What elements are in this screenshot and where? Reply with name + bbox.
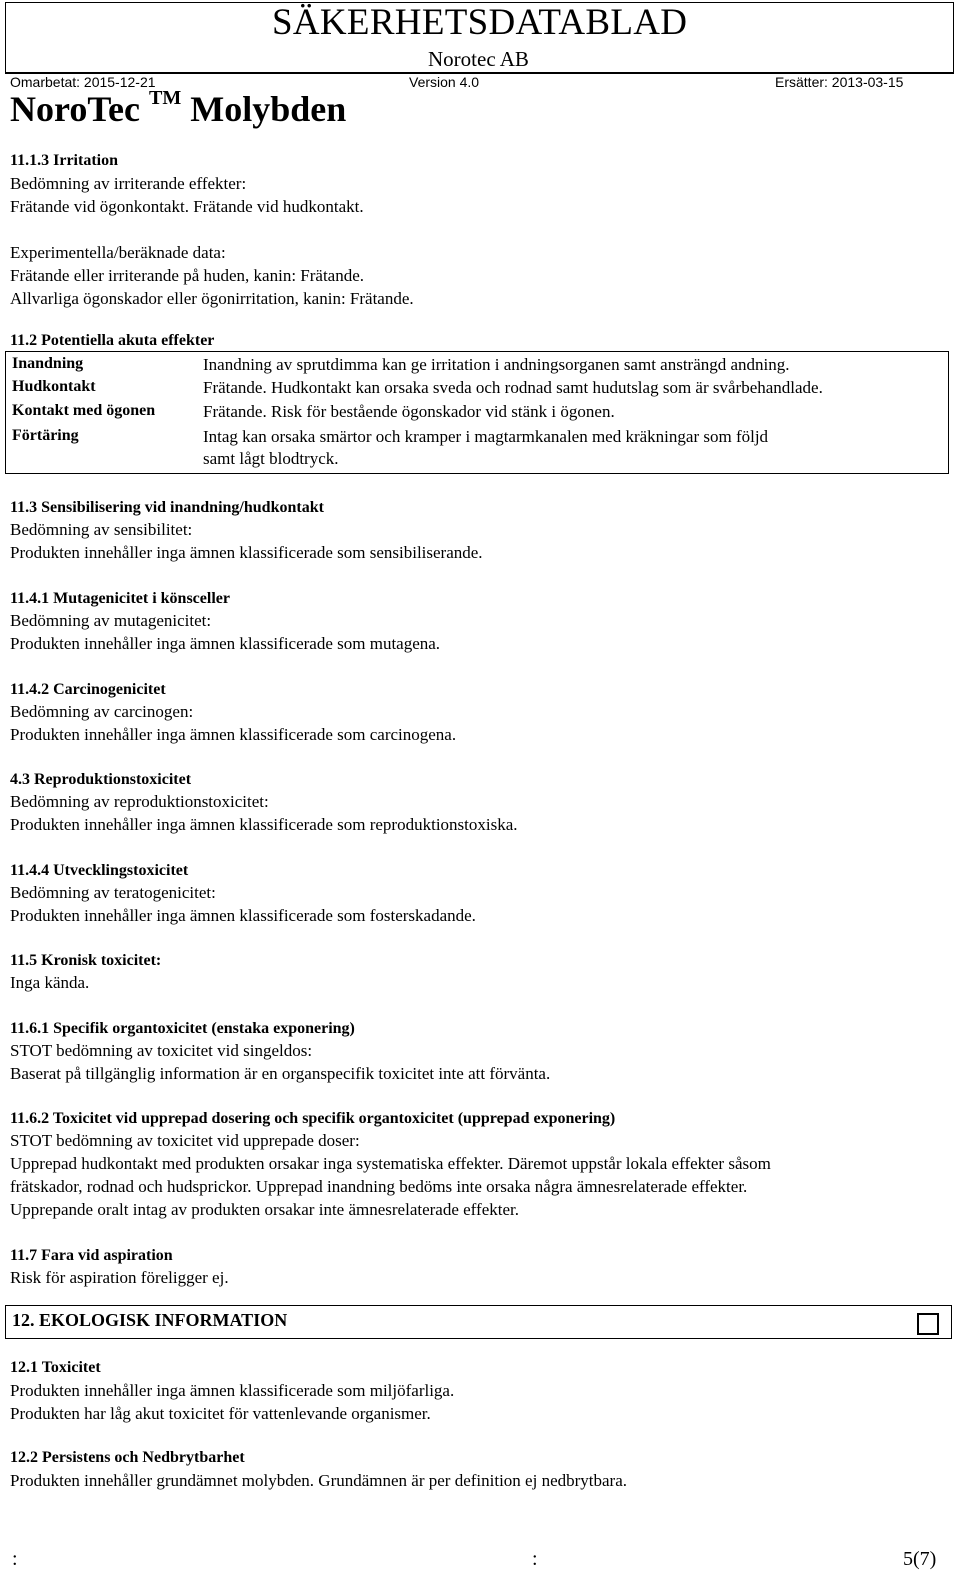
section-heading: 12.1 Toxicitet	[10, 1359, 101, 1376]
footer-center: :	[532, 1548, 538, 1570]
text-line: Bedömning av carcinogen:	[10, 702, 194, 721]
row-value: Frätande. Risk för bestående ögonskador vid stänk i ögonen.	[203, 402, 615, 421]
text-line: Bedömning av sensibilitet:	[10, 520, 193, 539]
text-line: Frätande vid ögonkontakt. Frätande vid hudkontakt.	[10, 197, 364, 216]
row-label: Inandning	[12, 355, 84, 372]
text-line: Bedömning av mutagenicitet:	[10, 611, 212, 630]
text-line: Produkten innehåller inga ämnen klassificerade som miljöfarliga.	[10, 1381, 455, 1400]
section-heading: 11.6.1 Specifik organtoxicitet (enstaka exponering)	[10, 1020, 355, 1037]
text-line: Bedömning av reproduktionstoxicitet:	[10, 792, 269, 811]
text-line: Baserat på tillgänglig information är en organspecifik toxicitet inte att förvänta.	[10, 1064, 551, 1083]
text-line: Allvarliga ögonskador eller ögonirritation, kanin: Frätande.	[10, 289, 414, 308]
section-heading: 11.5 Kronisk toxicitet:	[10, 952, 162, 969]
text-line: Risk för aspiration föreligger ej.	[10, 1268, 229, 1287]
version-label: Version 4.0	[409, 74, 480, 90]
section-heading: 12.2 Persistens och Nedbrytbarhet	[10, 1449, 245, 1466]
text-line: Produkten har låg akut toxicitet för vattenlevande organismer.	[10, 1404, 431, 1423]
text-line: Produkten innehåller inga ämnen klassificerade som mutagena.	[10, 634, 441, 653]
product-title	[10, 88, 346, 130]
text-line: frätskador, rodnad och hudsprickor. Upprepad inandning bedöms inte orsaka några ämnesrelaterade effekter.	[10, 1177, 748, 1196]
section-heading: 11.2 Potentiella akuta effekter	[10, 332, 215, 349]
product-suffix: Molybden	[190, 89, 347, 129]
text-line: Inga kända.	[10, 973, 90, 992]
text-line: Frätande eller irriterande på huden, kanin: Frätande.	[10, 266, 365, 285]
acute-effects-table	[5, 351, 949, 474]
text-line: STOT bedömning av toxicitet vid upprepade doser:	[10, 1131, 360, 1150]
section-heading: 11.4.2 Carcinogenicitet	[10, 681, 166, 698]
footer-left: :	[12, 1548, 18, 1570]
text-line: Experimentella/beräknade data:	[10, 243, 226, 262]
row-value-continued: samt lågt blodtryck.	[203, 449, 339, 468]
text-line: Bedömning av teratogenicitet:	[10, 883, 216, 902]
text-line: Produkten innehåller grundämnet molybden. Grundämnen är per definition ej nedbrytbara.	[10, 1471, 628, 1490]
text-line: STOT bedömning av toxicitet vid singeldos:	[10, 1041, 313, 1060]
document-title: SÄKERHETSDATABLAD	[272, 2, 688, 43]
text-line: Produkten innehåller inga ämnen klassificerade som reproduktionstoxiska.	[10, 815, 518, 834]
text-line: Produkten innehåller inga ämnen klassificerade som sensibiliserande.	[10, 543, 483, 562]
row-label: Kontakt med ögonen	[12, 402, 156, 419]
section-heading: 11.4.4 Utvecklingstoxicitet	[10, 862, 189, 879]
page-number: 5(7)	[903, 1548, 937, 1570]
text-line: Produkten innehåller inga ämnen klassificerade som fosterskadande.	[10, 906, 476, 925]
section-heading: 11.1.3 Irritation	[10, 152, 118, 169]
text-line: Produkten innehåller inga ämnen klassificerade som carcinogena.	[10, 725, 457, 744]
company-name: Norotec AB	[428, 47, 529, 71]
replaces-date: Ersätter: 2013-03-15	[775, 74, 904, 90]
section-12-header	[5, 1305, 952, 1339]
row-value: Frätande. Hudkontakt kan orsaka sveda och rodnad samt hudutslag som är svårbehandlade.	[203, 378, 823, 397]
section-heading: 4.3 Reproduktionstoxicitet	[10, 771, 192, 788]
text-line: Upprepande oralt intag av produkten orsakar inte ämnesrelaterade effekter.	[10, 1200, 519, 1219]
row-value: Inandning av sprutdimma kan ge irritation i andningsorganen samt ansträngd andning.	[203, 355, 790, 374]
section-heading: 11.3 Sensibilisering vid inandning/hudkontakt	[10, 499, 324, 516]
section-heading: 11.7 Fara vid aspiration	[10, 1247, 173, 1264]
row-value: Intag kan orsaka smärtor och kramper i magtarmkanalen med kräkningar som följd	[203, 427, 769, 446]
header-divider	[5, 72, 954, 73]
row-label: Förtäring	[12, 427, 79, 444]
section-checkbox[interactable]	[917, 1313, 939, 1335]
product-name: NoroTec	[10, 89, 140, 129]
text-line: Bedömning av irriterande effekter:	[10, 174, 247, 193]
revised-date: Omarbetat: 2015-12-21	[10, 74, 156, 90]
row-label: Hudkontakt	[12, 378, 96, 395]
section-heading: 11.4.1 Mutagenicitet i könsceller	[10, 590, 230, 607]
trademark-mark: TM	[149, 87, 182, 109]
text-line: Upprepad hudkontakt med produkten orsakar inga systematiska effekter. Däremot uppstår lokala effekter såsom	[10, 1154, 771, 1173]
section-heading: 11.6.2 Toxicitet vid upprepad dosering och specifik organtoxicitet (upprepad exponering)	[10, 1110, 616, 1127]
section-title: 12. EKOLOGISK INFORMATION	[12, 1310, 288, 1330]
